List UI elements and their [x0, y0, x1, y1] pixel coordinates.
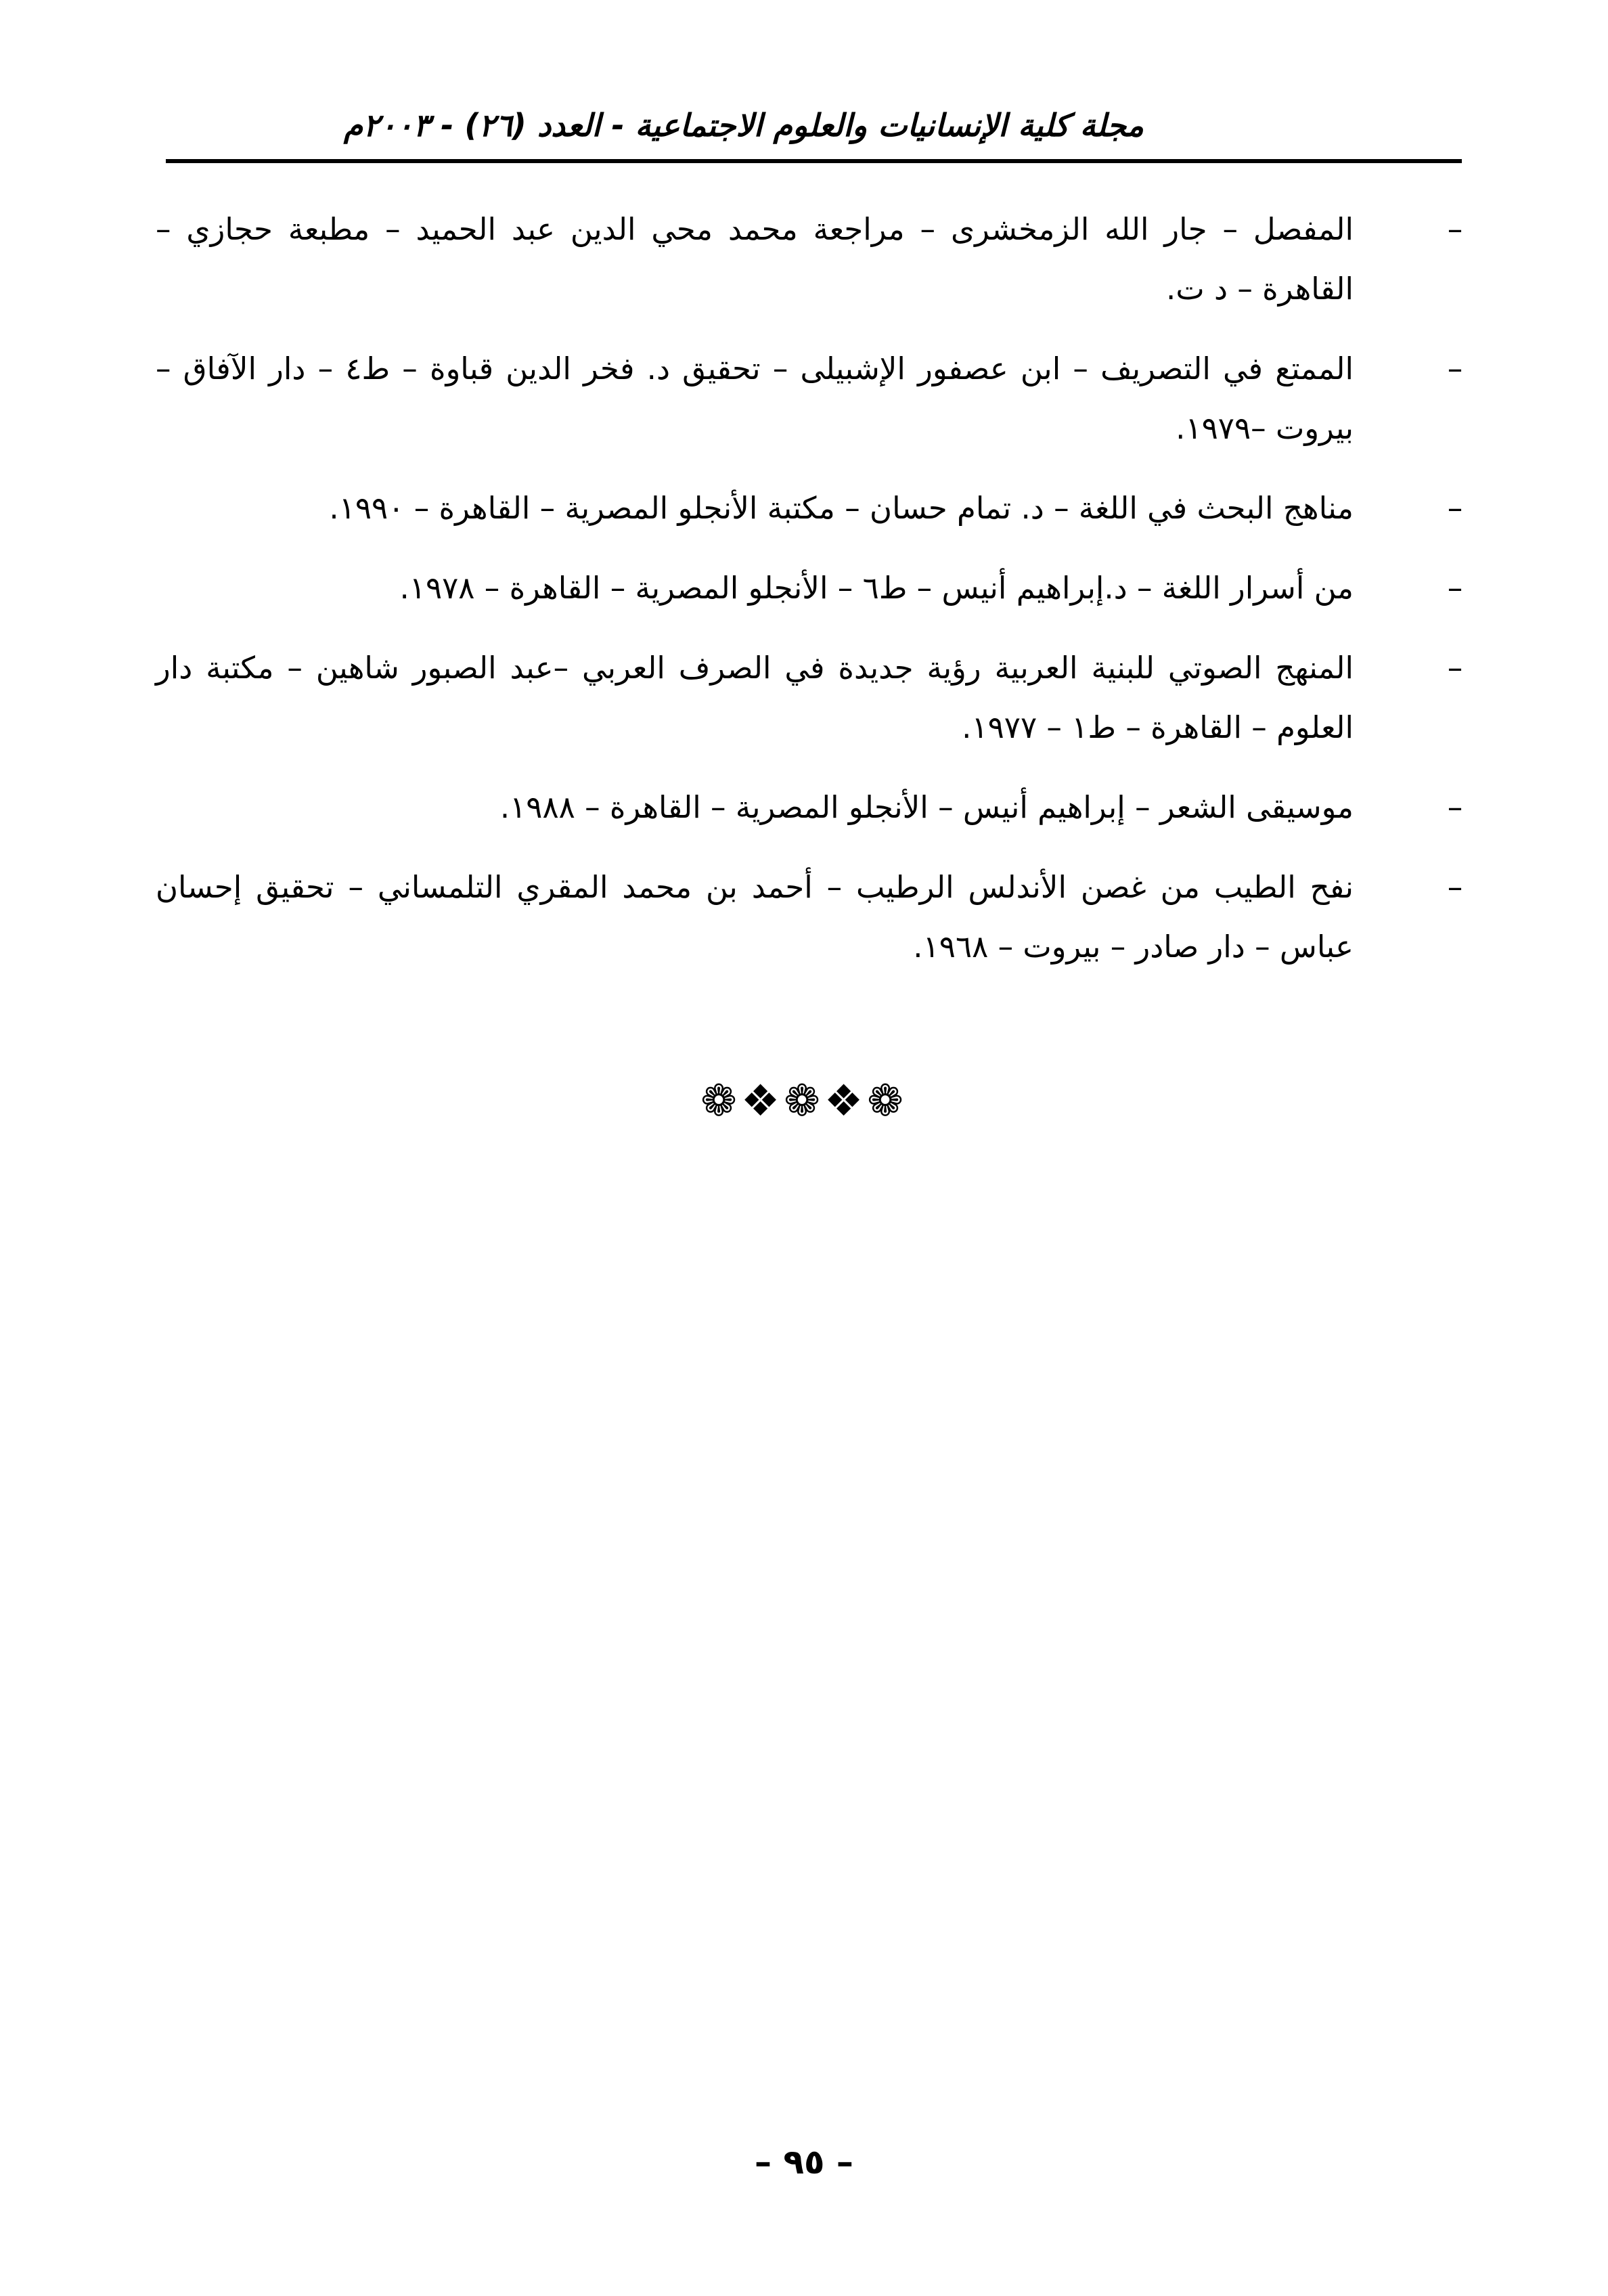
journal-title: مجلة كلية الإنسانيات والعلوم الاجتماعية - العدد (٢٦) - ٢٠٠٣م [343, 107, 1144, 144]
reference-text: مناهج البحث في اللغة – د. تمام حسان – مكتبة الأنجلو المصرية – القاهرة – ١٩٩٠. [329, 490, 1354, 526]
reference-item [156, 778, 1475, 837]
reference-text: نفح الطيب من غصن الأندلس الرطيب – أحمد بن محمد المقري التلمساني – تحقيق إحسان عباس – دار صادر – بيروت – ١٩٦٨. [156, 869, 1354, 965]
reference-item [156, 638, 1475, 757]
reference-bullet: – [1447, 650, 1463, 686]
page-number: – ٩٥ – [755, 2142, 853, 2182]
reference-bullet: – [1447, 211, 1463, 247]
reference-bullet: – [1447, 789, 1463, 825]
reference-item [156, 200, 1475, 319]
reference-text: الممتع في التصريف – ابن عصفور الإشبيلى – تحقيق د. فخر الدين قباوة – ط٤ – دار الآفاق – بيروت –١٩٧٩. [156, 351, 1354, 446]
reference-text: المنهج الصوتي للبنية العربية رؤية جديدة في الصرف العربي –عبد الصبور شاهين – مكتبة دار العلوم – القاهرة – ط١ – ١٩٧٧. [156, 650, 1354, 745]
reference-item [156, 479, 1475, 538]
reference-list [156, 200, 1475, 997]
reference-text: من أسرار اللغة – د.إبراهيم أنيس – ط٦ – الأنجلو المصرية – القاهرة – ١٩٧٨. [399, 570, 1354, 606]
reference-bullet: – [1447, 351, 1463, 387]
reference-text: موسيقى الشعر – إبراهيم أنيس – الأنجلو المصرية – القاهرة – ١٩٨٨. [499, 789, 1354, 825]
reference-text: المفصل – جار الله الزمخشرى – مراجعة محمد محي الدين عبد الحميد – مطبعة حجازي – القاهرة – د ت. [156, 211, 1354, 307]
reference-bullet: – [1447, 869, 1463, 905]
section-end-ornament-icon: ❁❖❁❖❁ [700, 1076, 908, 1126]
reference-item [156, 858, 1475, 977]
reference-item [156, 558, 1475, 618]
reference-bullet: – [1447, 490, 1463, 526]
header-rule [166, 159, 1462, 163]
journal-header [166, 95, 1462, 162]
reference-bullet: – [1447, 570, 1463, 606]
reference-item [156, 339, 1475, 458]
